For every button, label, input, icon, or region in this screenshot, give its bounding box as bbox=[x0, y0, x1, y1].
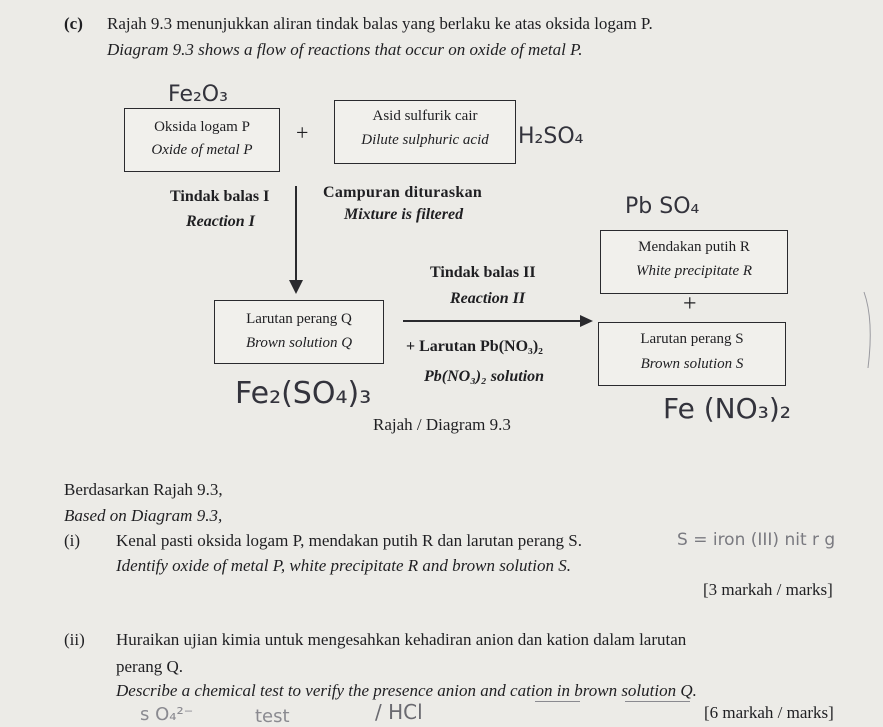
intro-english: Diagram 9.3 shows a flow of reactions that occur on oxide of metal P. bbox=[107, 40, 583, 59]
diagram-caption: Rajah / Diagram 9.3 bbox=[373, 415, 511, 434]
reagent-malay: + Larutan Pb(NO₃)₂ bbox=[406, 338, 543, 355]
handwritten-bottom-2: test bbox=[255, 706, 290, 727]
brown-solution-s-box bbox=[598, 322, 786, 386]
oxide-label-english: Oxide of metal P bbox=[151, 142, 253, 158]
question-i-marks: [3 markah / marks] bbox=[703, 580, 833, 599]
arrow-head-down-icon bbox=[288, 280, 304, 296]
arrow-head-right-icon bbox=[580, 314, 594, 328]
brown-s-malay: Larutan perang S bbox=[640, 331, 744, 347]
question-ii-marks: [6 markah / marks] bbox=[704, 703, 834, 722]
handwritten-fe2so43: Fe₂(SO₄)₃ bbox=[235, 376, 372, 411]
mixture-malay: Campuran dituraskan bbox=[323, 184, 483, 201]
based-on-malay: Berdasarkan Rajah 9.3, bbox=[64, 480, 223, 499]
handwritten-pbso4: Pb SO₄ bbox=[625, 194, 700, 219]
reaction-1-malay: Tindak balas I bbox=[170, 188, 270, 205]
plus-sign-right: + bbox=[683, 291, 697, 317]
pencil-underline-1 bbox=[535, 701, 580, 702]
based-on-english: Based on Diagram 9.3, bbox=[64, 506, 223, 525]
question-ii-malay-line2: perang Q. bbox=[116, 657, 184, 676]
brown-s-english: Brown solution S bbox=[640, 356, 744, 372]
question-i-malay: Kenal pasti oksida logam P, mendakan putih R dan larutan perang S. bbox=[116, 531, 582, 550]
margin-pencil-mark bbox=[860, 290, 880, 370]
flow-arrow-down bbox=[295, 186, 297, 282]
acid-label-malay: Asid sulfurik cair bbox=[372, 108, 478, 124]
handwritten-bottom-3: / HCl bbox=[375, 700, 423, 724]
acid-box bbox=[334, 100, 516, 164]
brown-q-english: Brown solution Q bbox=[245, 335, 353, 351]
handwritten-fe2o3: Fe₂O₃ bbox=[168, 82, 228, 107]
question-ii-malay-line1: Huraikan ujian kimia untuk mengesahkan kehadiran anion dan kation dalam larutan bbox=[116, 630, 687, 649]
intro-malay: Rajah 9.3 menunjukkan aliran tindak balas yang berlaku ke atas oksida logam P. bbox=[107, 14, 653, 33]
question-i-number: (i) bbox=[64, 531, 81, 550]
brown-q-malay: Larutan perang Q bbox=[246, 311, 352, 327]
handwritten-iron-note: S = iron (III) nit r g bbox=[677, 530, 836, 550]
white-precipitate-malay: Mendakan putih R bbox=[638, 239, 750, 255]
handwritten-fe-no3: Fe (NO₃)₂ bbox=[663, 392, 791, 425]
white-precipitate-english: White precipitate R bbox=[635, 263, 753, 279]
flow-arrow-right bbox=[403, 320, 583, 322]
oxide-box bbox=[124, 108, 280, 172]
reagent-english: Pb(NO₃)₂ solution bbox=[424, 368, 545, 385]
reaction-2-malay: Tindak balas II bbox=[430, 264, 536, 281]
oxide-label-malay: Oksida logam P bbox=[154, 119, 250, 135]
mixture-english: Mixture is filtered bbox=[344, 206, 464, 223]
handwritten-bottom-1: s O₄²⁻ bbox=[140, 704, 194, 725]
question-label: (c) bbox=[64, 14, 83, 33]
handwritten-h2so4: H₂SO₄ bbox=[518, 124, 584, 149]
question-ii-number: (ii) bbox=[64, 630, 85, 649]
brown-solution-q-box bbox=[214, 300, 384, 364]
reaction-2-english: Reaction II bbox=[450, 290, 526, 307]
white-precipitate-box bbox=[600, 230, 788, 294]
question-i-english: Identify oxide of metal P, white precipitate R and brown solution S. bbox=[116, 556, 572, 575]
plus-sign-top: + bbox=[296, 120, 309, 145]
acid-label-english: Dilute sulphuric acid bbox=[361, 132, 489, 148]
reaction-1-english: Reaction I bbox=[186, 213, 255, 230]
question-ii-english: Describe a chemical test to verify the presence anion and cation in brown solution Q. bbox=[116, 681, 697, 700]
pencil-underline-2 bbox=[625, 701, 690, 702]
